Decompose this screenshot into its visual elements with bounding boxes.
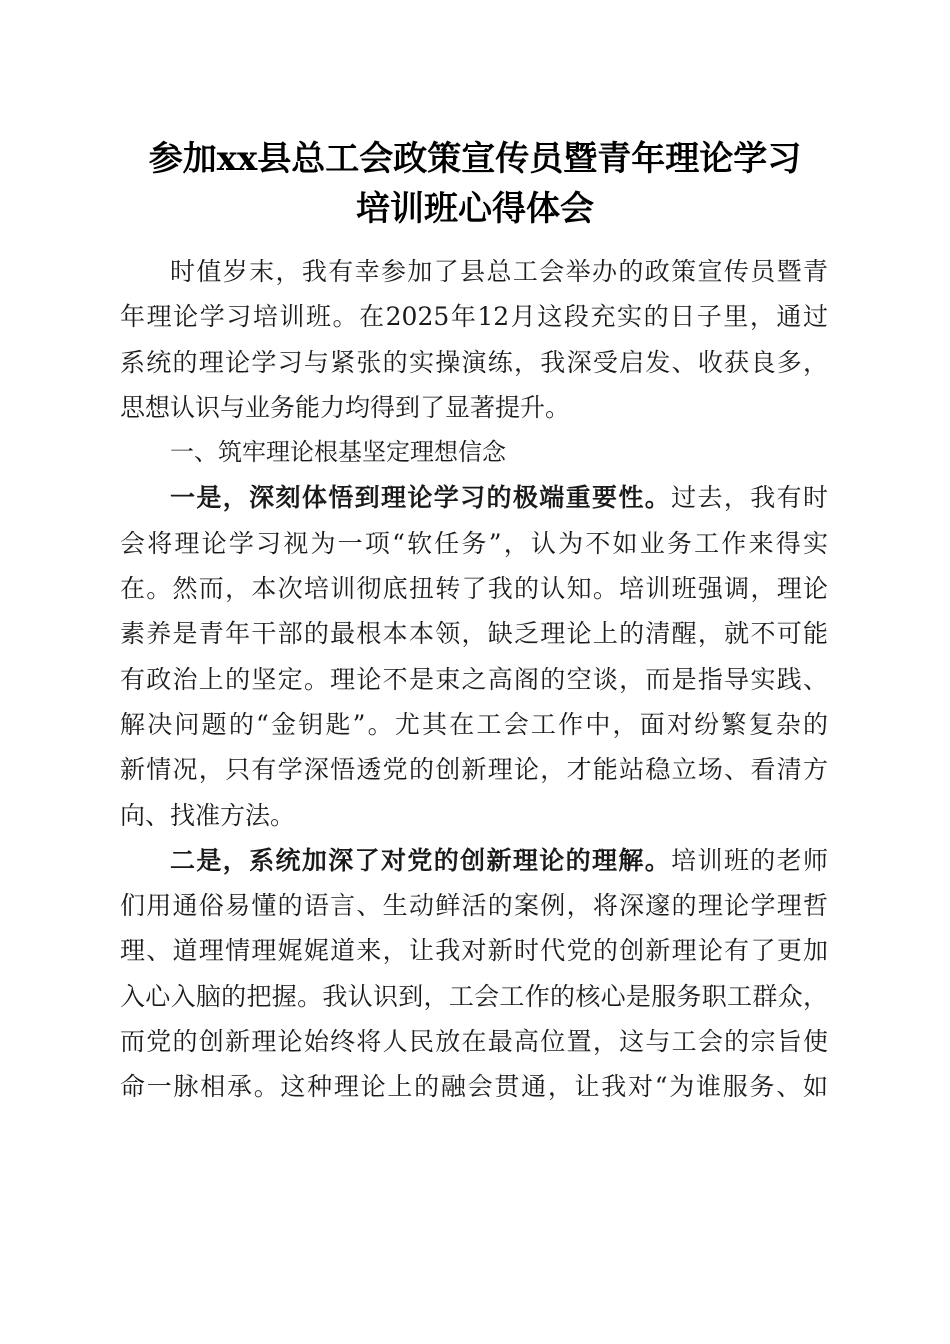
- para-1-line-1: [120, 475, 828, 520]
- para-1-line-4: 素养是青年干部的最根本本领，缺乏理论上的清醒，就不可能: [120, 619, 828, 649]
- intro-paragraph: [120, 249, 828, 430]
- para-2-line-1-rest: 培训班的老师: [671, 845, 828, 875]
- para-1-line-7: 新情况，只有学深悟透党的创新理论，才能站稳立场、看清方: [120, 755, 828, 785]
- para-2-line-6: 命一脉相承。这种理论上的融会贯通，让我对“为谁服务、如: [120, 1072, 828, 1102]
- para-2-line-2: 们用通俗易懂的语言、生动鲜活的案例，将深邃的理论学理哲: [120, 891, 828, 921]
- para-2-line-5: 而党的创新理论始终将人民放在最高位置，这与工会的宗旨使: [120, 1027, 828, 1057]
- intro-line-4: 思想认识与业务能力均得到了显著提升。: [120, 392, 571, 422]
- para-1-line-2: 会将理论学习视为一项“软任务”，认为不如业务工作来得实: [120, 528, 828, 558]
- document-title: [100, 134, 850, 234]
- section-1-heading: 一、筑牢理论根基坚定理想信念: [170, 438, 506, 467]
- title-line-2: 培训班心得体会: [356, 189, 594, 229]
- para-2-line-1: [120, 838, 828, 883]
- para-1-line-8: 向、找准方法。: [120, 800, 296, 830]
- para-1-line-6: 解决问题的“金钥匙”。尤其在工会工作中，面对纷繁复杂的: [120, 709, 828, 739]
- paragraph-2: [120, 838, 828, 1110]
- intro-line-2: 年理论学习培训班。在2025年12月这段充实的日子里，通过: [120, 302, 828, 332]
- intro-line-1: 时值岁末，我有幸参加了县总工会举办的政策宣传员暨青: [170, 257, 828, 286]
- document-body: [120, 249, 828, 1110]
- para-1-line-1-rest: 过去，我有时: [671, 483, 828, 513]
- intro-line-3: 系统的理论学习与紧张的实操演练，我深受启发、收获良多，: [120, 347, 828, 377]
- para-2-line-3: 理、道理情理娓娓道来，让我对新时代党的创新理论有了更加: [120, 936, 828, 966]
- title-line-1: 参加xx县总工会政策宣传员暨青年理论学习: [148, 139, 802, 179]
- para-1-line-3: 在。然而，本次培训彻底扭转了我的认知。培训班强调，理论: [120, 574, 828, 604]
- para-2-lead: 二是，系统加深了对党的创新理论的理解。: [170, 845, 672, 875]
- para-1-line-5: 有政治上的坚定。理论不是束之高阁的空谈，而是指导实践、: [120, 664, 828, 694]
- para-2-line-4: 入心入脑的把握。我认识到，工会工作的核心是服务职工群众，: [120, 981, 828, 1011]
- para-1-lead: 一是，深刻体悟到理论学习的极端重要性。: [170, 483, 672, 513]
- paragraph-1: [120, 475, 828, 837]
- section-heading: [120, 430, 828, 475]
